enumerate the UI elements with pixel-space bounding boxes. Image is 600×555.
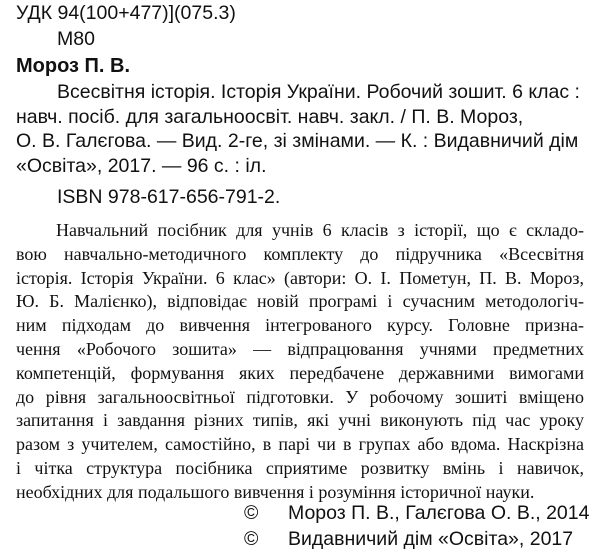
abstract-line: ним підходам до вивчення інтегрованого курсу. Головне призна- xyxy=(16,315,584,336)
abstract-line: чення «Робочого зошита» — відпрацювання учнями предметних xyxy=(16,338,584,359)
copyright-text: Видавничий дім «Освіта», 2017 xyxy=(288,528,574,550)
abstract-line: компетенцій, формування яких передбачене державними вимогами xyxy=(16,362,584,383)
copyright-authors xyxy=(244,502,589,525)
bibliographic-record xyxy=(16,80,582,178)
abstract-line: вою навчально-методичного комплекту до підручника «Всесвітня xyxy=(16,243,584,264)
udc-index: УДК 94(100+477)](075.3) xyxy=(16,2,236,24)
author-name: Мороз П. В. xyxy=(16,55,131,77)
copyright-symbol: © xyxy=(244,528,259,550)
abstract-line: і чітка структура посібника сприятиме розвитку вмінь і навичок, xyxy=(16,457,584,478)
abstract-line: до рівня загальноосвітньої підготовки. У робочому зошиті вміщено xyxy=(16,386,584,407)
abstract-line: запитання і завдання різних типів, які учні виконують під час уроку xyxy=(16,410,584,431)
copyright-publisher xyxy=(244,528,573,551)
abstract-line: Навчальний посібник для учнів 6 класів з історії, що є складо- xyxy=(56,220,584,240)
record-line: Всесвітня історія. Історія України. Робочий зошит. 6 клас : xyxy=(57,81,580,103)
record-line: навч. посіб. для загальноосвіт. навч. закл. / П. В. Мороз, xyxy=(16,105,524,128)
copyright-text: Мороз П. В., Галєгова О. В., 2014 xyxy=(288,502,590,524)
abstract xyxy=(16,219,584,505)
record-line: «Освіта», 2017. — 96 с. : іл. xyxy=(16,154,267,177)
isbn: ISBN 978-617-656-791-2. xyxy=(57,186,281,208)
record-line: О. В. Галєгова. — Вид. 2-ге, зі змінами. — К. : Видавничий дім xyxy=(16,130,579,152)
abstract-line: Ю. Б. Малієнко), відповідає новій програмі і сучасним методологіч- xyxy=(16,291,584,312)
abstract-line: історія. Історія України. 6 клас» (автори: О. І. Пометун, П. В. Мороз, xyxy=(16,267,584,288)
abstract-line: необхідних для подальшого вивчення і розуміння історичної науки. xyxy=(16,481,535,502)
abstract-line: разом з учителем, самостійно, в парі чи в групах або вдома. Наскрізна xyxy=(16,434,584,455)
bbk-code: М80 xyxy=(57,28,95,50)
copyright-symbol: © xyxy=(244,502,259,524)
